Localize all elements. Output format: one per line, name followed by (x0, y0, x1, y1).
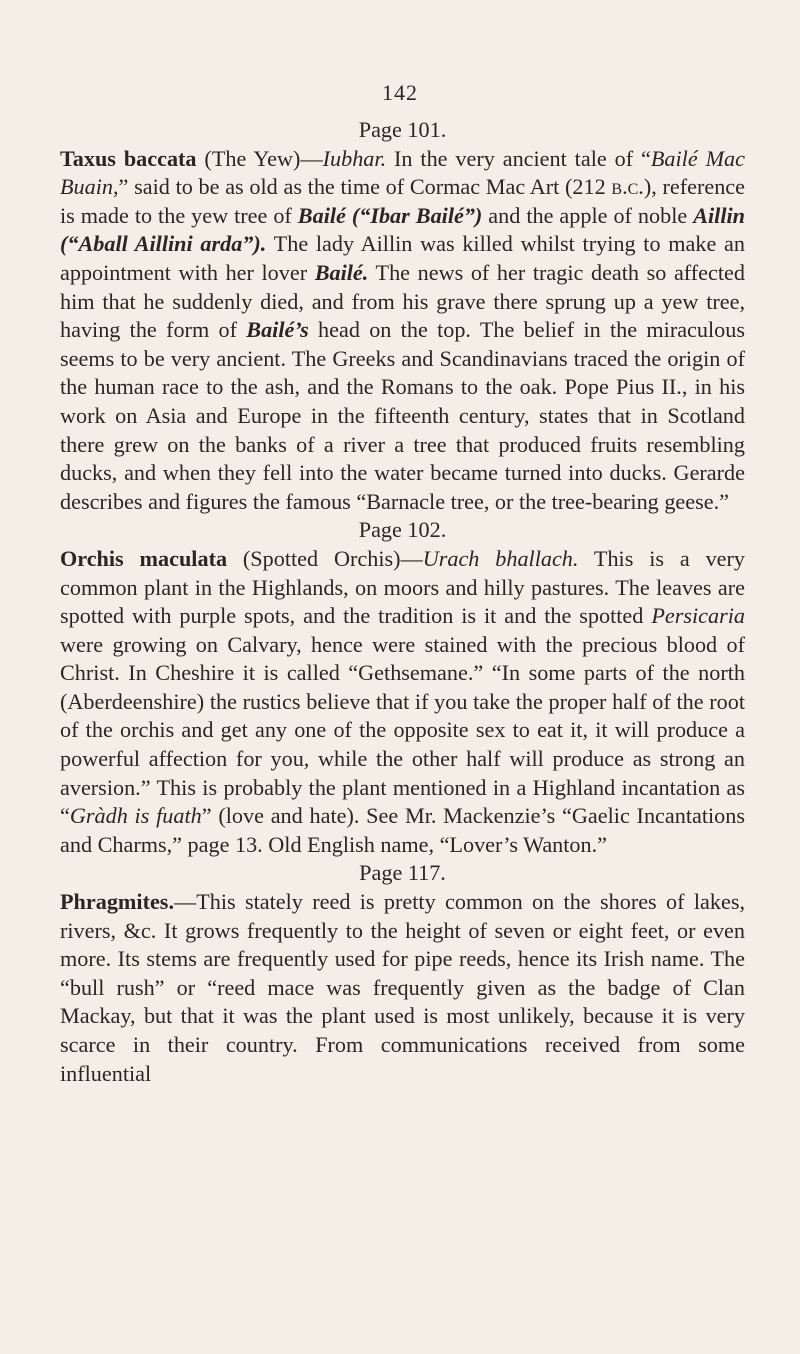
styled-text: Iubhar. (322, 145, 387, 171)
body-text: and the apple of noble (482, 202, 694, 228)
body-text: ” (love and hate). See Mr. Mackenzie’s “Gaelic Incantations and Charms,” page 13. Old English name, “Lover’s Wanton.” (60, 803, 745, 857)
page-body (60, 116, 745, 1088)
section-heading: Page 117. (359, 860, 446, 886)
body-text: were growing on Calvary, hence were stained with the precious blood of Christ. In Cheshire it is called “Gethsemane.” “In some parts of the north (Aberdeenshire) the rustics believe that if you take the proper half of the root of the orchis and get any one of the opposite sex to eat it, it will produce a powerful affection for you, while the other half will produce as strong an aversion.” This is probably the plant mentioned in a Highland incantation as “ (60, 631, 745, 829)
section-heading: Page 102. (358, 517, 447, 543)
styled-text: Bailé. (314, 259, 369, 285)
styled-text: Aillin (“Aball Aillini arda”). (60, 202, 745, 257)
plant-name: Orchis maculata (60, 545, 228, 571)
body-text: —This stately reed is pretty common on the shores of lakes, rivers, &c. It grows frequently to the height of seven or eight feet, or even more. Its stems are frequently used for pipe reeds, hence its Irish name. The “bull rush” or “reed mace was frequently given as the badge of Clan Mackay, but that it was the plant used is most unlikely, because it is very scarce in their country. From communications received from some influential (60, 889, 745, 1086)
body-text: (The Yew)— (196, 145, 323, 171)
section-paragraph (60, 145, 745, 517)
plant-name: Phragmites. (60, 889, 174, 915)
page-number: 142 (382, 80, 418, 105)
body-text: The news of her tragic death so affected him that he suddenly died, and from his grave there sprung up a yew tree, having the form of (60, 259, 745, 343)
styled-text: Bailé (“Ibar Bailé”) (297, 202, 483, 228)
section-paragraph (60, 545, 745, 860)
body-text: (Spotted Orchis)— (227, 545, 423, 571)
plant-name: Taxus baccata (60, 145, 197, 171)
styled-text: Gràdh is fuath (69, 803, 202, 829)
body-text: head on the top. The belief in the miraculous seems to be very ancient. The Greeks and Scandinavians traced the origin of the human race to the ash, and the Romans to the oak. Pope Pius II., in his work on Asia and Europe in the fifteenth century, states that in Scotland there grew on the banks of a river a tree that produced fruits resembling ducks, and when they fell into the water became turned into ducks. Gerarde describes and figures the famous “Barnacle tree, or the tree-bearing geese.” (60, 317, 745, 514)
styled-text: b.c. (611, 174, 644, 200)
styled-text: Bailé’s (246, 317, 309, 343)
body-text: ” said to be as old as the time of Cormac Mac Art (212 (118, 174, 612, 200)
body-text: The lady Aillin was killed whilst trying to make an appointment with her lover (60, 231, 745, 285)
styled-text: Urach bhallach. (422, 545, 579, 571)
section-heading: Page 101. (358, 117, 447, 142)
body-text: In the very ancient tale of “ (386, 145, 651, 171)
styled-text: Persicaria (651, 603, 745, 629)
body-text: This is a very common plant in the Highlands, on moors and hilly pastures. The leaves are spotted with purple spots, and the tradition is it and the spotted (60, 545, 745, 629)
styled-text: Bailé Mac Buain, (60, 145, 745, 200)
body-text: ), reference is made to the yew tree of (60, 174, 745, 228)
section-paragraph (60, 888, 745, 1088)
